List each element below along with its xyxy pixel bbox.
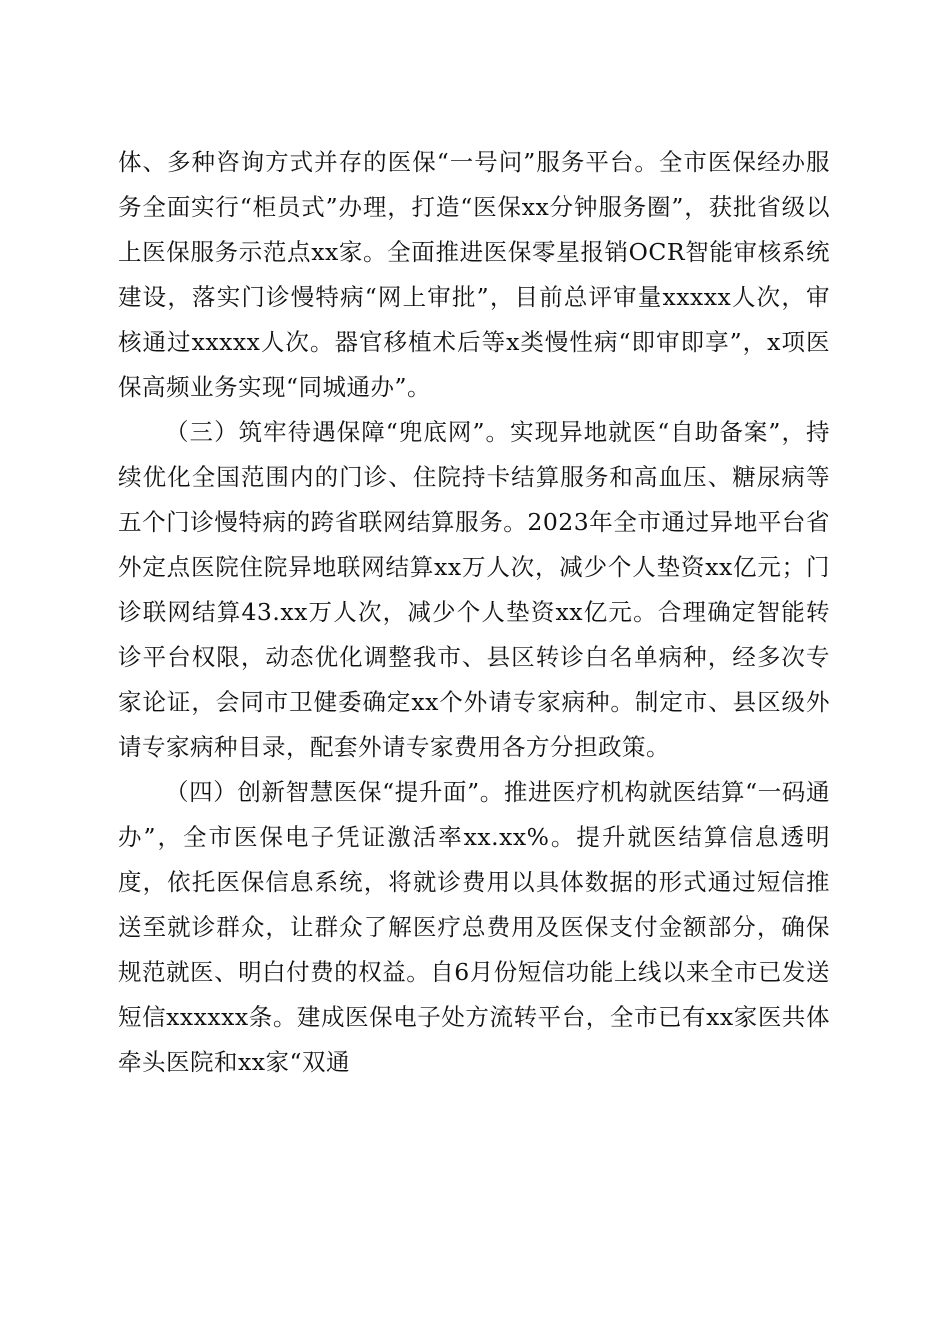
paragraph-section-three: （三）筑牢待遇保障“兜底网”。实现异地就医“自助备案”，持续优化全国范围内的门诊、住院持卡结算服务和高血压、糖尿病等五个门诊慢特病的跨省联网结算服务。2023年全市通过异地平台省外定点医院住院异地联网结算xx万人次，减少个人垫资xx亿元；门诊联网结算43.xx万人次，减少个人垫资xx亿元。合理确定智能转诊平台权限，动态优化调整我市、县区转诊白名单病种，经多次专家论证，会同市卫健委确定xx个外请专家病种。制定市、县区级外请专家病种目录，配套外请专家费用各方分担政策。	[118, 418, 830, 761]
paragraph-section-four: （四）创新智慧医保“提升面”。推进医疗机构就医结算“一码通办”，全市医保电子凭证激活率xx.xx%。提升就医结算信息透明度，依托医保信息系统，将就诊费用以具体数据的形式通过短信推送至就诊群众，让群众了解医疗总费用及医保支付金额部分，确保规范就医、明白付费的权益。自6月份短信功能上线以来全市已发送短信xxxxxx条。建成医保电子处方流转平台，全市已有xx家医共体牵头医院和xx家“双通	[118, 778, 830, 1076]
document-body	[118, 140, 830, 1085]
paragraph-continuation: 体、多种咨询方式并存的医保“一号问”服务平台。全市医保经办服务全面实行“柜员式”办理，打造“医保xx分钟服务圈”，获批省级以上医保服务示范点xx家。全面推进医保零星报销OCR智能审核系统建设，落实门诊慢特病“网上审批”，目前总评审量xxxxx人次，审核通过xxxxx人次。器官移植术后等x类慢性病“即审即享”，x项医保高频业务实现“同城通办”。	[118, 148, 830, 401]
